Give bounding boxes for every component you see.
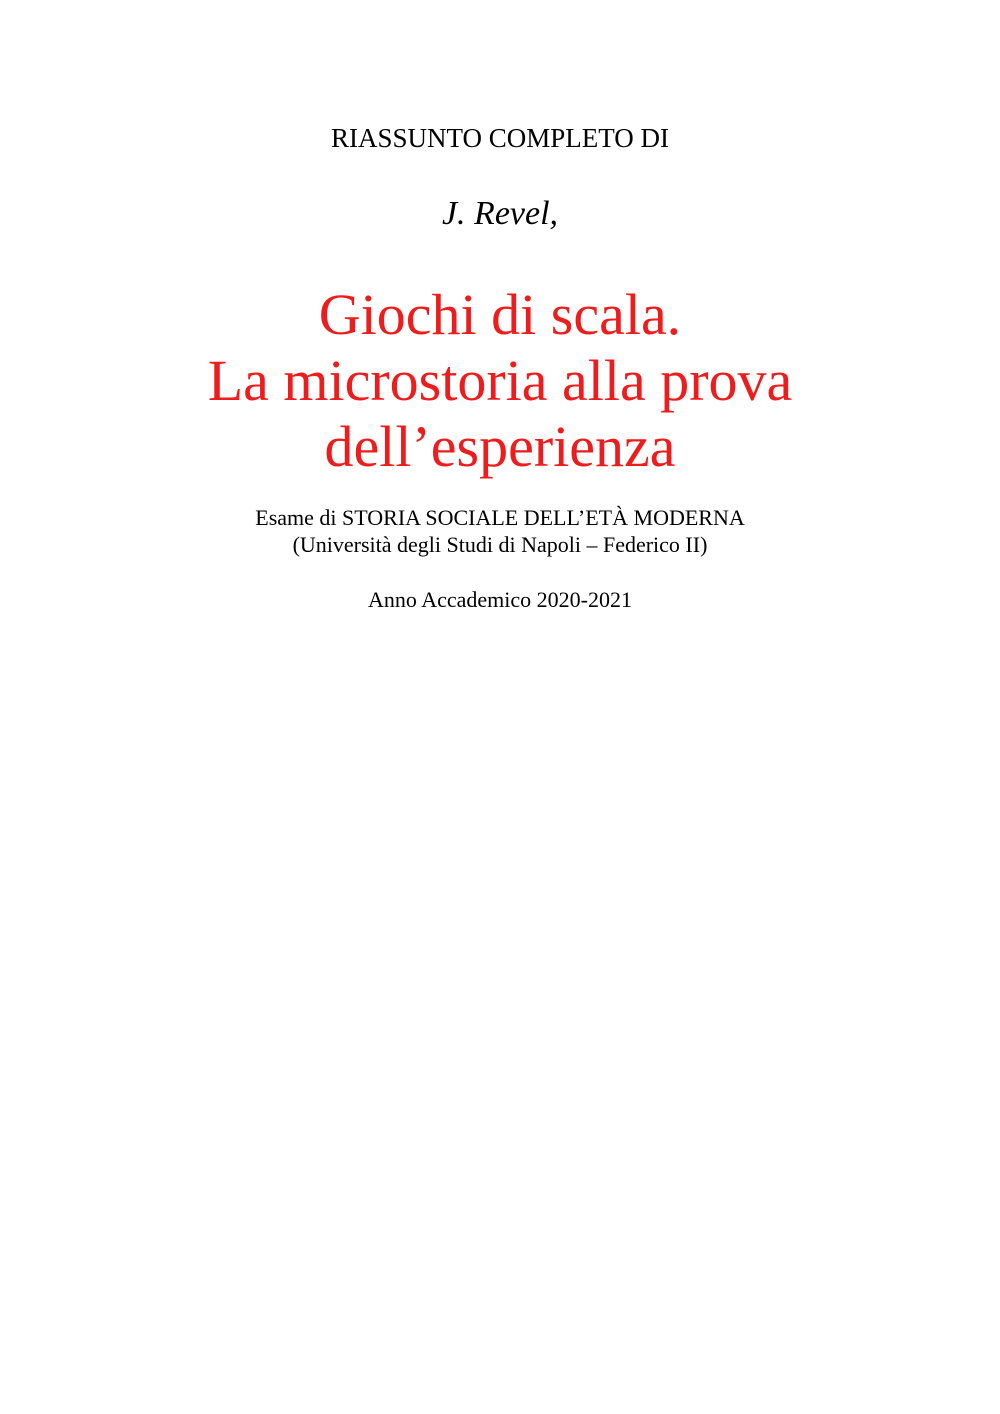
author-name: J. Revel, xyxy=(441,195,559,232)
university-name: (Università degli Studi di Napoli – Federico II) xyxy=(292,532,708,557)
book-title-line-3: dell’esperienza xyxy=(324,414,676,479)
summary-heading: RIASSUNTO COMPLETO DI xyxy=(330,123,670,153)
academic-year: Anno Accademico 2020-2021 xyxy=(368,587,632,612)
book-title-line-2: La microstoria alla prova xyxy=(207,348,793,413)
book-title xyxy=(0,282,1000,480)
book-title-line-1: Giochi di scala. xyxy=(318,282,682,347)
exam-info xyxy=(0,504,1000,558)
exam-course: Esame di STORIA SOCIALE DELL’ETÀ MODERNA xyxy=(255,505,745,530)
